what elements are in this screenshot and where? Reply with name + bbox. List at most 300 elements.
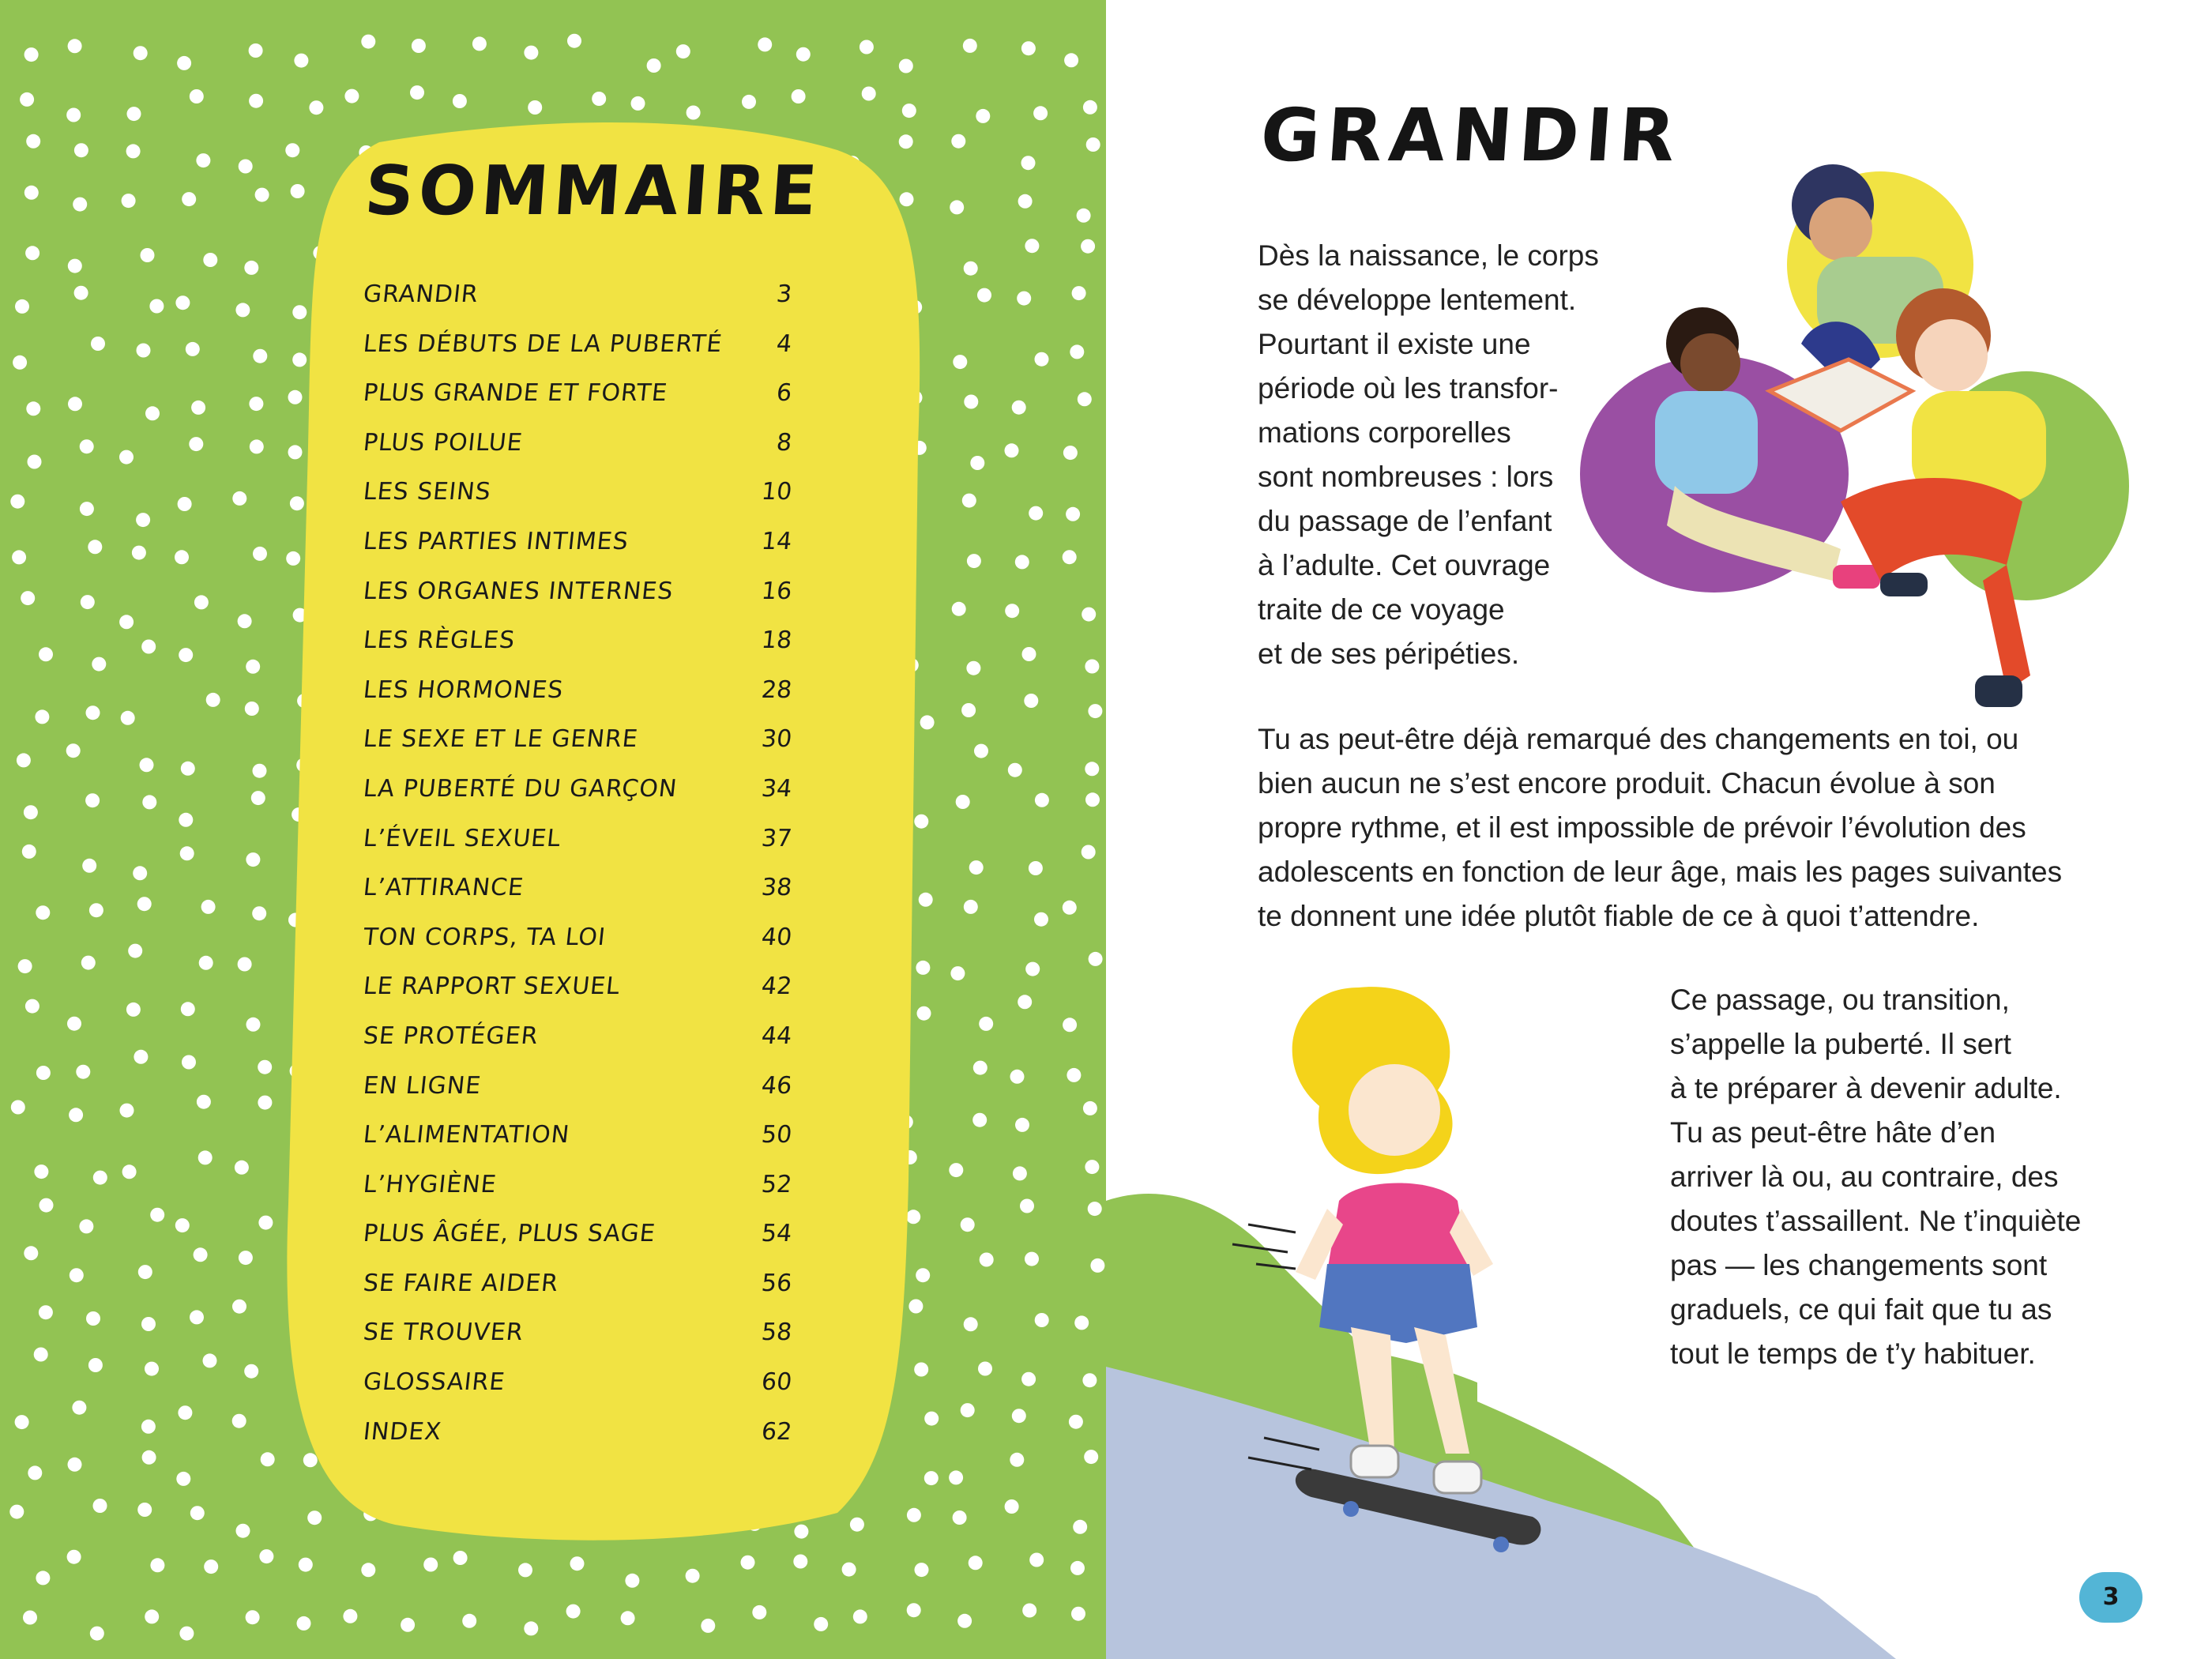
toc-entry-label: L’ATTIRANCE <box>362 874 525 902</box>
toc-entry-page: 38 <box>759 874 793 902</box>
toc-entry-page: 8 <box>775 428 793 457</box>
polka-dot <box>974 744 988 758</box>
polka-dot <box>1072 286 1086 300</box>
polka-dot <box>1025 962 1040 976</box>
polka-dot <box>35 709 49 724</box>
polka-dot <box>145 1609 159 1623</box>
text-line: mations corporelles <box>1258 416 1511 449</box>
polka-dot <box>962 494 976 508</box>
polka-dot <box>1088 704 1102 718</box>
polka-dot <box>1085 660 1099 674</box>
polka-dot <box>82 859 96 873</box>
polka-dot <box>462 1614 476 1628</box>
polka-dot <box>178 1405 192 1420</box>
polka-dot <box>80 502 94 516</box>
polka-dot <box>36 1066 51 1080</box>
polka-dot <box>128 944 142 958</box>
polka-dot <box>814 1617 828 1631</box>
polka-dot <box>145 406 160 420</box>
polka-dot <box>204 1559 218 1574</box>
polka-dot <box>140 758 154 772</box>
toc-entry <box>363 924 806 973</box>
polka-dot <box>793 1555 807 1569</box>
polka-dot <box>973 1061 988 1075</box>
polka-dot <box>11 1100 25 1115</box>
polka-dot <box>26 401 40 416</box>
text-line: bien aucun ne s’est encore produit. Chacun évolue à son <box>1258 767 1996 799</box>
polka-dot <box>842 1563 856 1577</box>
text-line: adolescents en fonction de leur âge, mais les pages suivantes <box>1258 856 2063 888</box>
polka-dot <box>239 1251 253 1265</box>
polka-dot <box>186 342 200 356</box>
polka-dot <box>194 595 209 609</box>
polka-dot <box>40 1198 54 1213</box>
polka-dot <box>73 198 87 212</box>
polka-dot <box>244 1364 258 1379</box>
polka-dot <box>961 1217 975 1232</box>
polka-dot <box>953 355 967 369</box>
polka-dot <box>196 153 210 167</box>
toc-entry <box>363 1022 806 1072</box>
polka-dot <box>39 647 53 661</box>
polka-dot <box>67 1017 81 1031</box>
polka-dot <box>453 1551 468 1565</box>
polka-dot <box>72 1401 86 1415</box>
polka-dot <box>924 1471 939 1485</box>
polka-dot <box>953 1510 967 1525</box>
toc-entry-page: 42 <box>759 972 793 1001</box>
polka-dot <box>1074 1315 1089 1330</box>
polka-dot <box>1085 1160 1099 1174</box>
polka-dot <box>964 261 978 276</box>
polka-dot <box>25 999 40 1014</box>
text-line: propre rythme, et il est impossible de prévoir l’évolution des <box>1258 811 2026 844</box>
toc-entry-label: LA PUBERTÉ DU GARÇON <box>362 774 679 803</box>
polka-dot <box>122 194 136 208</box>
toc-entry-page: 46 <box>759 1071 793 1100</box>
polka-dot <box>175 550 189 564</box>
polka-dot <box>69 1108 83 1122</box>
polka-dot <box>68 39 82 53</box>
right-page <box>1106 0 2212 1659</box>
toc-entry-page: 28 <box>759 675 793 704</box>
polka-dot <box>244 261 258 275</box>
polka-dot <box>1018 194 1033 209</box>
polka-dot <box>178 497 192 511</box>
polka-dot <box>1070 1561 1085 1575</box>
polka-dot <box>1082 608 1096 622</box>
polka-dot <box>1022 647 1036 661</box>
toc-entry-label: L’ÉVEIL SEXUEL <box>362 824 562 852</box>
text-line: à l’adulte. Cet ouvrage <box>1258 549 1551 581</box>
polka-dot <box>686 1569 700 1583</box>
toc-entry-page: 62 <box>759 1417 793 1446</box>
polka-dot <box>1012 1409 1026 1423</box>
text-line: sont nombreuses : lors <box>1258 461 1554 493</box>
toc-entry-page: 6 <box>775 379 793 408</box>
polka-dot <box>70 1268 84 1282</box>
polka-dot <box>36 1571 50 1585</box>
polka-dot <box>24 805 38 819</box>
polka-dot <box>592 92 606 106</box>
polka-dot <box>1035 793 1049 807</box>
polka-dot <box>1029 506 1043 521</box>
polka-dot <box>132 546 146 560</box>
polka-dot <box>181 762 195 776</box>
polka-dot <box>10 495 24 509</box>
body-paragraph <box>1258 717 2062 939</box>
polka-dot <box>34 1164 48 1179</box>
polka-dot <box>76 1065 90 1079</box>
polka-dot <box>89 903 103 917</box>
polka-dot <box>39 1305 53 1319</box>
polka-dot <box>235 1161 249 1175</box>
toc-entry-label: LES SEINS <box>362 478 493 506</box>
polka-dot <box>676 44 690 58</box>
polka-dot <box>141 1420 156 1434</box>
polka-dot <box>1005 443 1019 457</box>
toc-entry-label: GRANDIR <box>362 280 480 308</box>
text-line: s’appelle la puberté. Il sert <box>1670 1028 2011 1060</box>
polka-dot <box>93 1499 107 1513</box>
toc-entry-label: LE RAPPORT SEXUEL <box>362 972 622 1001</box>
polka-dot <box>1071 1607 1085 1621</box>
polka-dot <box>1082 845 1096 860</box>
polka-dot <box>1010 1453 1024 1467</box>
girls-reading-illustration <box>1580 154 2133 707</box>
polka-dot <box>1020 1199 1034 1213</box>
polka-dot <box>119 615 134 629</box>
text-line: arriver là ou, au contraire, des <box>1670 1161 2059 1193</box>
polka-dot <box>1017 292 1031 306</box>
polka-dot <box>957 1614 972 1628</box>
polka-dot <box>401 1618 415 1632</box>
polka-dot <box>145 1362 159 1376</box>
toc-entry-page: 50 <box>759 1121 793 1149</box>
polka-dot <box>28 1465 42 1480</box>
polka-dot <box>126 144 141 158</box>
text-line: Ce passage, ou transition, <box>1670 984 2010 1016</box>
polka-dot <box>899 59 913 73</box>
polka-dot <box>1012 401 1026 415</box>
toc-entry-page: 30 <box>759 725 793 754</box>
polka-dot <box>134 46 148 60</box>
toc-entry-page: 58 <box>759 1319 793 1347</box>
toc-entry-page: 14 <box>759 527 793 555</box>
polka-dot <box>68 397 82 411</box>
polka-dot <box>964 395 978 409</box>
text-line: et de ses péripéties. <box>1258 638 1520 670</box>
text-line: période où les transfor- <box>1258 372 1559 404</box>
polka-dot <box>950 200 964 214</box>
polka-dot <box>309 100 323 115</box>
toc-entry-label: SE FAIRE AIDER <box>362 1269 560 1297</box>
text-line: Pourtant il existe une <box>1258 328 1531 360</box>
polka-dot <box>179 813 193 827</box>
polka-dot <box>190 1506 205 1520</box>
toc-entry <box>363 775 806 825</box>
polka-dot <box>1033 106 1048 120</box>
polka-dot <box>22 845 36 859</box>
polka-dot <box>980 1253 994 1267</box>
polka-dot <box>410 85 424 100</box>
polka-dot <box>963 39 977 53</box>
polka-dot <box>647 58 661 73</box>
polka-dot <box>149 299 164 314</box>
polka-dot <box>198 1150 213 1164</box>
polka-dot <box>297 1616 311 1631</box>
toc-entry <box>363 1270 806 1319</box>
polka-dot <box>18 959 32 973</box>
polka-dot <box>121 711 135 725</box>
polka-dot <box>792 89 806 103</box>
polka-dot <box>1081 239 1095 254</box>
polka-dot <box>1070 344 1084 359</box>
polka-dot <box>141 640 156 654</box>
polka-dot <box>120 1104 134 1118</box>
polka-dot <box>232 1300 246 1314</box>
polka-dot <box>924 1412 939 1426</box>
page-title: GRANDIR <box>1258 93 1684 178</box>
polka-dot <box>191 401 205 415</box>
polka-dot <box>66 743 81 758</box>
toc-entry-label: TON CORPS, TA LOI <box>362 923 608 951</box>
polka-dot <box>361 35 375 49</box>
toc-entry <box>363 676 806 726</box>
polka-dot <box>34 1348 48 1362</box>
polka-dot <box>1035 1313 1049 1327</box>
polka-dot <box>1077 209 1091 223</box>
toc-entry-page: 52 <box>759 1170 793 1198</box>
polka-dot <box>361 1563 375 1577</box>
polka-dot <box>182 192 196 206</box>
polka-dot <box>1018 995 1032 1009</box>
polka-dot <box>23 1611 37 1625</box>
toc-entry-label: EN LIGNE <box>362 1071 483 1100</box>
text-line: Tu as peut-être hâte d’en <box>1670 1116 1996 1149</box>
toc-entry <box>363 478 806 528</box>
toc-entry <box>363 577 806 627</box>
polka-dot <box>1086 137 1100 152</box>
polka-dot <box>36 905 50 920</box>
polka-dot <box>1063 901 1077 915</box>
toc-entry-page: 60 <box>759 1368 793 1397</box>
polka-dot <box>1066 1068 1081 1082</box>
toc-entry-label: PLUS POILUE <box>362 428 525 457</box>
polka-dot <box>1089 952 1103 966</box>
text-line: se développe lentement. <box>1258 284 1577 316</box>
polka-dot <box>701 1619 715 1633</box>
polka-dot <box>566 1604 581 1619</box>
polka-dot <box>956 795 970 809</box>
polka-dot <box>197 1095 211 1109</box>
polka-dot <box>1021 41 1036 55</box>
polka-dot <box>136 513 150 527</box>
polka-dot <box>1005 1499 1019 1514</box>
polka-dot <box>1063 1018 1077 1032</box>
polka-dot <box>344 89 359 103</box>
polka-dot <box>964 900 978 914</box>
polka-dot <box>1073 1520 1087 1534</box>
toc-entry <box>363 1072 806 1122</box>
toc-entry-page: 10 <box>759 478 793 506</box>
polka-dot <box>142 795 156 809</box>
polka-dot <box>238 614 252 628</box>
toc-title: SOMMAIRE <box>362 152 825 231</box>
polka-dot <box>453 94 467 108</box>
polka-dot <box>175 1218 190 1232</box>
polka-dot <box>81 956 96 970</box>
polka-dot <box>203 1353 217 1367</box>
polka-dot <box>93 1171 107 1185</box>
polka-dot <box>86 705 100 720</box>
polka-dot <box>1008 763 1022 777</box>
polka-dot <box>1069 1415 1083 1429</box>
polka-dot <box>190 89 204 103</box>
polka-dot <box>1085 792 1100 807</box>
toc-entry-page: 44 <box>759 1021 793 1050</box>
polka-dot <box>1063 446 1078 460</box>
polka-dot <box>26 134 40 149</box>
polka-dot <box>1088 1202 1102 1216</box>
polka-dot <box>179 1627 194 1641</box>
polka-dot <box>1021 156 1036 170</box>
toc-entry-label: L’ALIMENTATION <box>362 1121 571 1149</box>
text-line: doutes t’assaillent. Ne t’inquiète <box>1670 1205 2082 1237</box>
polka-dot <box>199 956 213 970</box>
polka-dot <box>232 1414 246 1428</box>
polka-dot <box>142 1450 156 1465</box>
polka-dot <box>1015 555 1029 569</box>
toc-entry-page: 34 <box>759 774 793 803</box>
toc-entry-label: LES ORGANES INTERNES <box>362 577 675 605</box>
polka-dot <box>412 39 426 53</box>
polka-dot <box>15 1415 29 1429</box>
polka-dot <box>203 253 217 267</box>
toc-entry-page: 56 <box>759 1269 793 1297</box>
polka-dot <box>246 660 260 674</box>
toc-entry-label: LES DÉBUTS DE LA PUBERTÉ <box>362 329 724 358</box>
polka-dot <box>68 259 82 273</box>
toc-entry-label: GLOSSAIRE <box>362 1368 507 1397</box>
polka-dot <box>9 1505 24 1519</box>
polka-dot <box>90 1627 104 1641</box>
polka-dot <box>1083 1101 1097 1115</box>
polka-dot <box>853 1609 867 1623</box>
polka-dot <box>1063 550 1077 564</box>
toc-entry <box>363 825 806 875</box>
polka-dot <box>1029 1553 1044 1567</box>
polka-dot <box>964 1317 978 1331</box>
toc-entry-label: PLUS ÂGÉE, PLUS SAGE <box>362 1220 657 1248</box>
polka-dot <box>1025 239 1039 253</box>
polka-dot <box>81 595 95 609</box>
polka-dot <box>967 554 981 568</box>
polka-dot <box>66 108 81 122</box>
polka-dot <box>17 753 31 767</box>
polka-dot <box>74 286 88 300</box>
polka-dot <box>961 1403 975 1417</box>
polka-dot <box>74 143 88 157</box>
polka-dot <box>239 160 253 174</box>
polka-dot <box>67 1550 81 1564</box>
polka-dot <box>1034 912 1048 927</box>
polka-dot <box>236 1524 250 1538</box>
polka-dot <box>625 1574 639 1588</box>
polka-dot <box>343 1609 357 1623</box>
polka-dot <box>1035 352 1049 367</box>
polka-dot <box>24 1246 38 1260</box>
polka-dot <box>752 1605 766 1620</box>
skater-girl-illustration <box>1201 972 1691 1596</box>
polka-dot <box>137 897 152 911</box>
toc-entry-label: L’HYGIÈNE <box>362 1170 498 1198</box>
polka-dot <box>180 846 194 860</box>
toc-entry-label: LES RÈGLES <box>362 626 517 655</box>
polka-dot <box>137 1503 152 1517</box>
polka-dot <box>150 1558 164 1572</box>
polka-dot <box>24 47 39 62</box>
polka-dot <box>249 43 263 58</box>
polka-dot <box>88 1358 103 1372</box>
polka-dot <box>91 337 105 351</box>
polka-dot <box>24 186 39 200</box>
polka-dot <box>1013 1166 1027 1180</box>
toc-entry <box>363 528 806 577</box>
intro-paragraph <box>1258 234 1599 676</box>
toc-entry-page: 4 <box>775 329 793 358</box>
polka-dot <box>524 46 538 60</box>
polka-dot <box>175 295 190 310</box>
polka-dot <box>85 793 100 807</box>
polka-dot <box>1084 1450 1098 1464</box>
toc-entry <box>363 280 806 330</box>
polka-dot <box>978 1362 992 1376</box>
polka-dot <box>88 540 102 554</box>
polka-dot <box>127 107 141 121</box>
polka-dot <box>860 40 874 55</box>
polka-dot <box>259 1549 273 1563</box>
polka-dot <box>133 866 147 880</box>
toc-entry <box>363 379 806 429</box>
toc-entry <box>363 429 806 479</box>
polka-dot <box>570 1556 585 1571</box>
polka-dot <box>1015 1118 1029 1132</box>
polka-dot <box>1010 1070 1025 1084</box>
polka-dot <box>961 703 976 717</box>
polka-dot <box>12 550 26 564</box>
polka-dot <box>138 1265 152 1279</box>
polka-dot <box>758 37 772 51</box>
polka-dot <box>977 288 991 303</box>
polka-dot <box>1021 1372 1036 1386</box>
polka-dot <box>979 1017 993 1031</box>
polka-dot <box>1085 762 1099 776</box>
toc-entry-page: 37 <box>759 824 793 852</box>
polka-dot <box>246 1610 260 1624</box>
polka-dot <box>137 344 151 358</box>
text-line: Dès la naissance, le corps <box>1258 239 1599 272</box>
toc-entry-page: 16 <box>759 577 793 605</box>
polka-dot <box>1022 1604 1036 1618</box>
text-line: traite de ce voyage <box>1258 593 1505 626</box>
polka-dot <box>299 1558 313 1572</box>
toc-entry <box>363 972 806 1022</box>
polka-dot <box>235 303 250 317</box>
polka-dot <box>1025 1252 1039 1266</box>
polka-dot <box>15 299 29 314</box>
polka-dot <box>141 1317 156 1331</box>
